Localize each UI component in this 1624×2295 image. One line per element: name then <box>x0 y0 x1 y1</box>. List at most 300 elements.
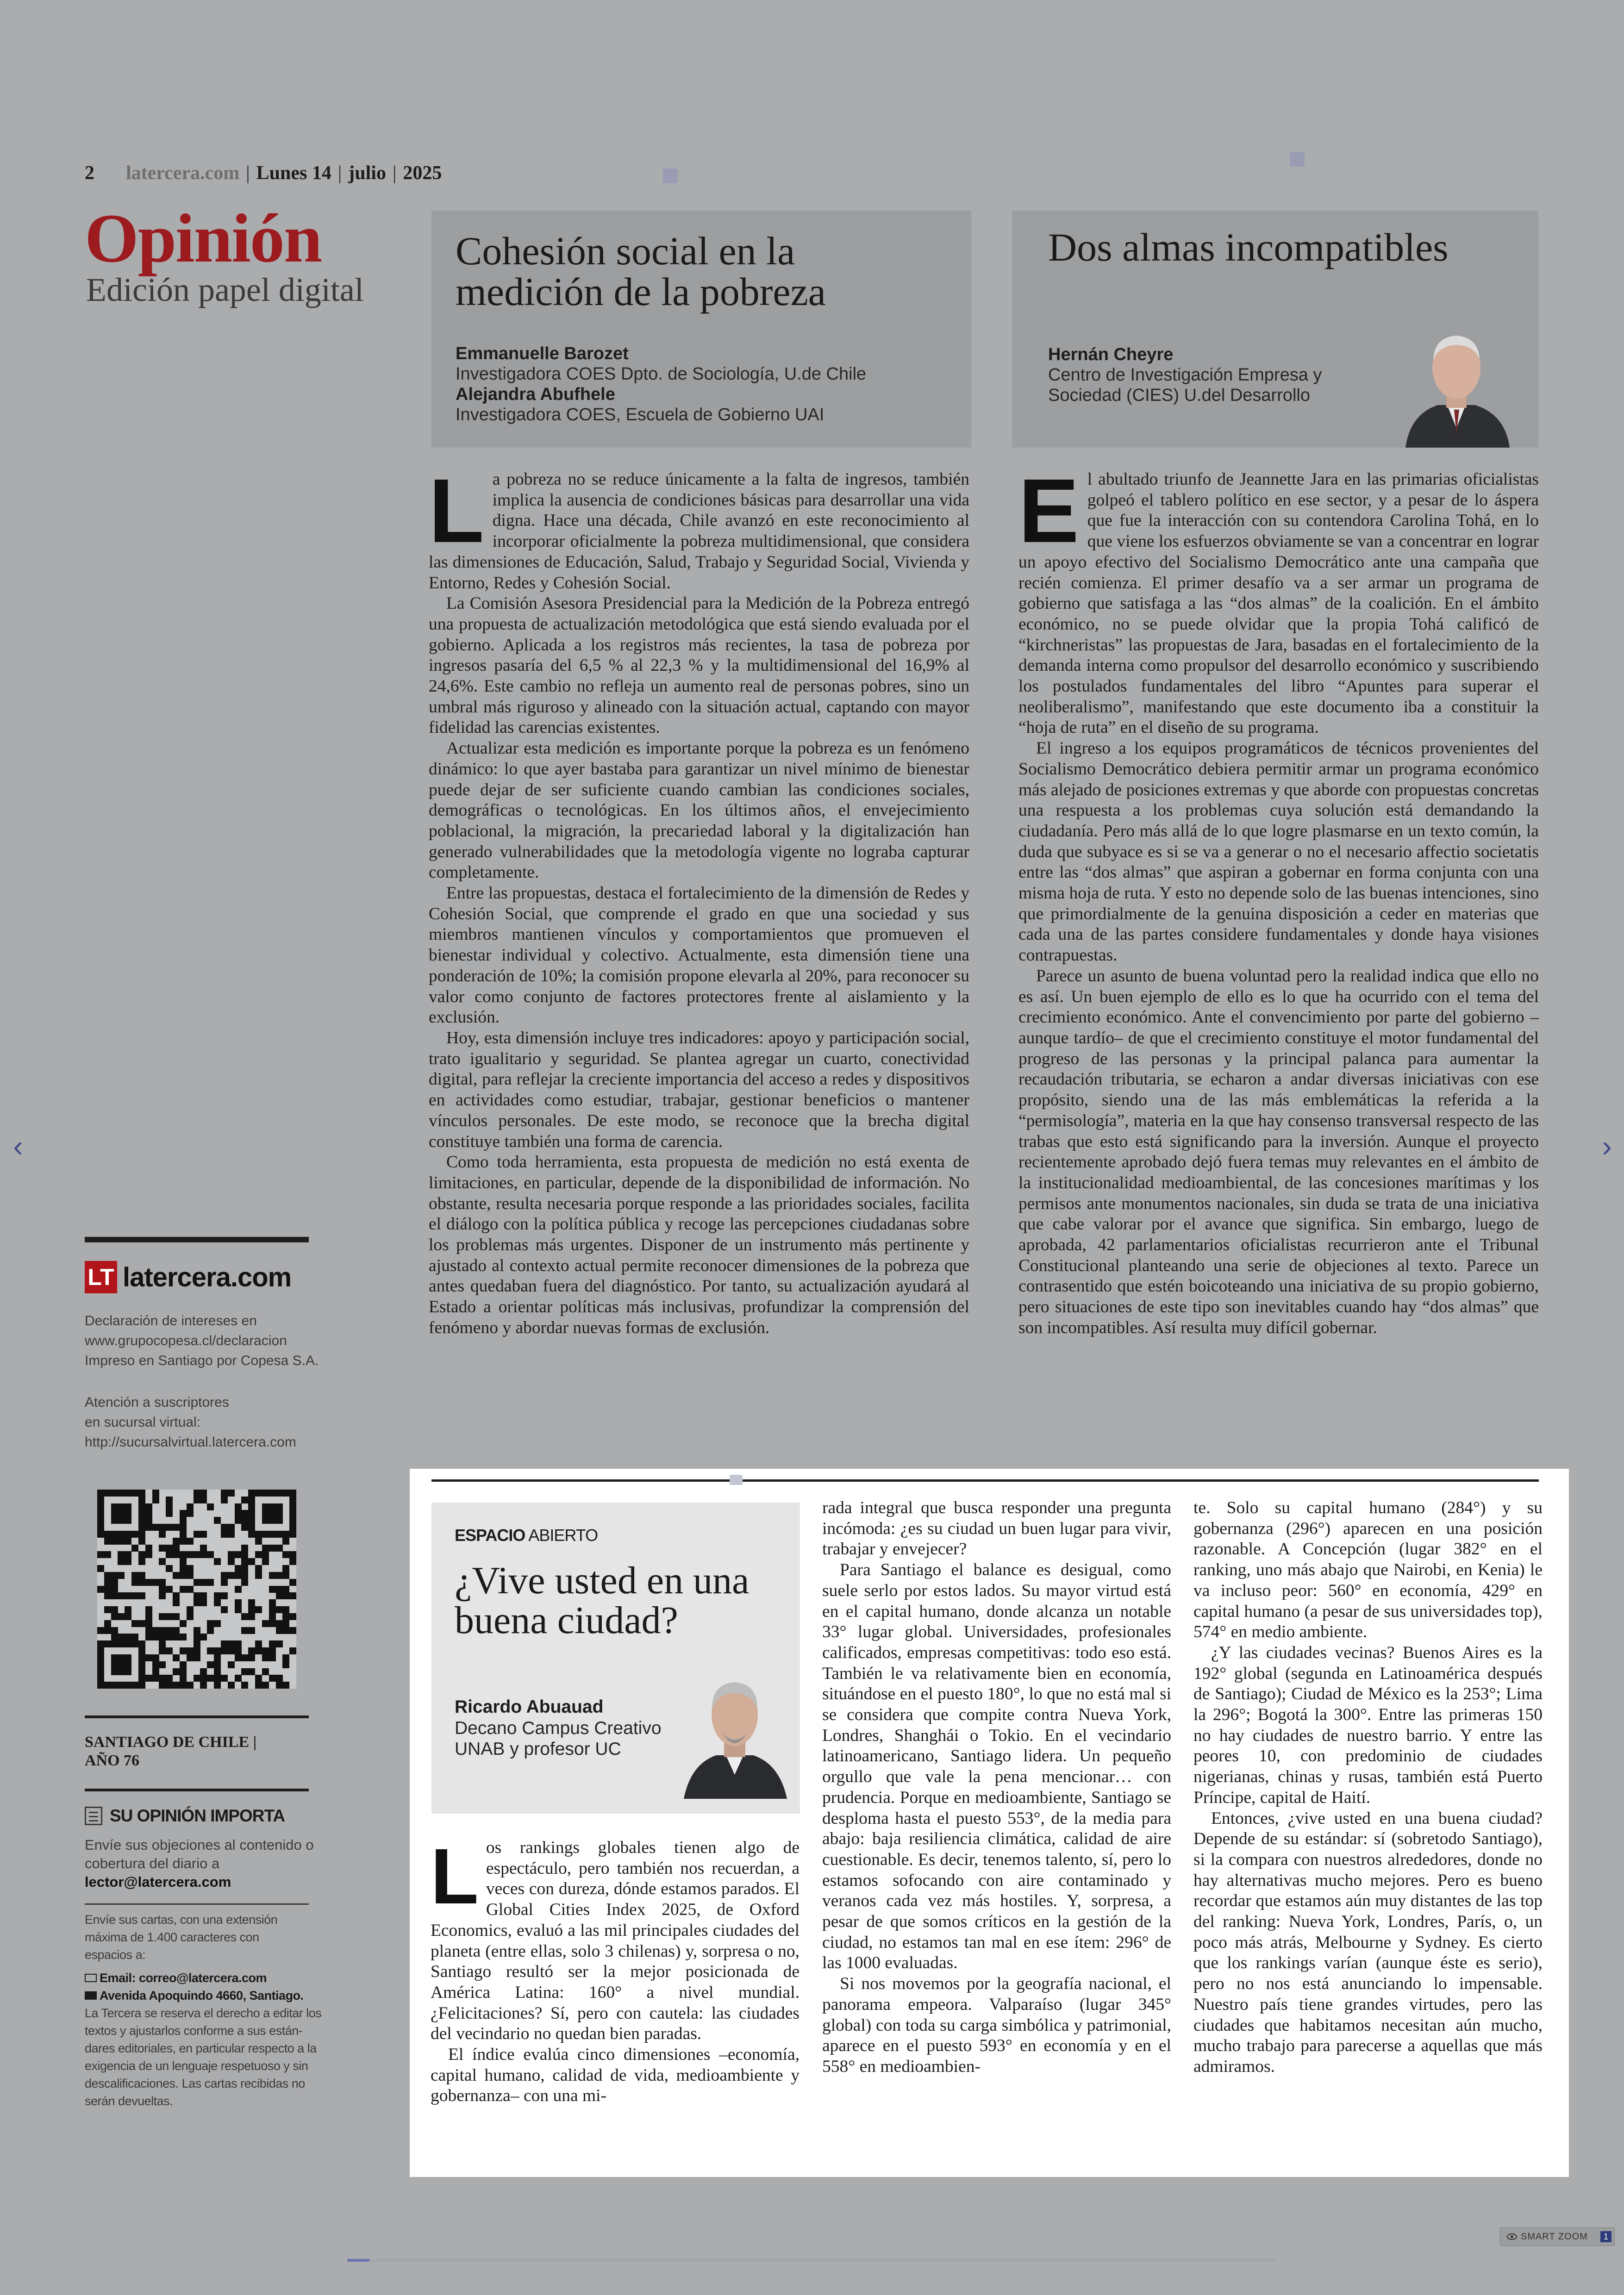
qr-module <box>145 1634 152 1640</box>
qr-module <box>138 1524 145 1531</box>
qr-module <box>166 1682 173 1689</box>
qr-module <box>104 1620 111 1627</box>
qr-module <box>262 1510 269 1517</box>
qr-module <box>235 1586 242 1593</box>
qr-module <box>248 1613 255 1620</box>
qr-module <box>241 1668 248 1675</box>
qr-module <box>97 1531 104 1538</box>
qr-module <box>125 1640 131 1647</box>
qr-module <box>97 1551 104 1558</box>
qr-module <box>131 1572 138 1579</box>
header-day: Lunes 14 <box>256 162 331 184</box>
qr-module <box>145 1517 152 1524</box>
qr-module <box>138 1572 145 1579</box>
qr-module <box>221 1640 228 1647</box>
qr-module <box>221 1592 228 1599</box>
qr-module <box>118 1538 125 1545</box>
qr-module <box>207 1551 214 1558</box>
qr-module <box>194 1647 200 1654</box>
qr-module <box>214 1661 221 1668</box>
qr-module <box>125 1490 131 1497</box>
qr-module <box>187 1551 194 1558</box>
qr-module <box>276 1675 283 1682</box>
qr-module <box>241 1572 248 1579</box>
qr-module <box>262 1620 269 1627</box>
qr-module <box>166 1510 173 1517</box>
qr-module <box>152 1490 159 1497</box>
qr-module <box>194 1531 200 1538</box>
qr-module <box>111 1517 118 1524</box>
divider <box>85 1903 309 1905</box>
qr-module <box>118 1551 125 1558</box>
qr-module <box>97 1682 104 1689</box>
qr-module <box>159 1627 166 1634</box>
article1-author2-role: Investigadora COES, Escuela de Gobierno UAI <box>456 405 824 424</box>
qr-module <box>276 1531 283 1538</box>
qr-module <box>269 1606 276 1613</box>
qr-module <box>104 1592 111 1599</box>
qr-module <box>255 1551 262 1558</box>
qr-module <box>200 1497 207 1503</box>
section-title: Opinión <box>85 200 322 277</box>
article3-header <box>431 1503 800 1814</box>
qr-module <box>111 1668 118 1675</box>
qr-module <box>145 1627 152 1634</box>
qr-module <box>138 1640 145 1647</box>
header-site: latercera.com <box>126 162 240 184</box>
qr-module <box>200 1579 207 1586</box>
qr-module <box>289 1524 296 1531</box>
qr-module <box>138 1490 145 1497</box>
qr-module <box>152 1579 159 1586</box>
qr-module <box>241 1654 248 1661</box>
qr-module <box>173 1545 180 1552</box>
qr-module <box>228 1640 235 1647</box>
article3-col3 <box>1193 1498 1543 2077</box>
qr-module <box>276 1606 283 1613</box>
qr-module <box>180 1538 187 1545</box>
qr-module <box>262 1558 269 1565</box>
paragraph: El índice evalúa cinco dimensiones –economía, capital humano, calidad de vida, medioambiente y gobernanza– con una mi- <box>431 2045 800 2106</box>
qr-module <box>241 1517 248 1524</box>
qr-module <box>180 1565 187 1572</box>
qr-module <box>180 1620 187 1627</box>
qr-module <box>289 1551 296 1558</box>
qr-module <box>276 1586 283 1593</box>
letters-email[interactable]: Email: correo@latercera.com <box>100 1971 267 1985</box>
qr-module <box>166 1627 173 1634</box>
qr-module <box>131 1634 138 1640</box>
qr-module <box>194 1551 200 1558</box>
qr-module <box>276 1517 283 1524</box>
qr-module <box>125 1682 131 1689</box>
qr-module <box>200 1675 207 1682</box>
qr-module <box>194 1640 200 1647</box>
qr-module <box>104 1531 111 1538</box>
qr-module <box>276 1490 283 1497</box>
qr-module <box>159 1524 166 1531</box>
qr-module <box>200 1668 207 1675</box>
qr-module <box>289 1503 296 1510</box>
qr-module <box>248 1517 255 1524</box>
qr-module <box>214 1647 221 1654</box>
qr-module <box>187 1647 194 1654</box>
qr-module <box>131 1592 138 1599</box>
qr-module <box>138 1661 145 1668</box>
qr-module <box>145 1503 152 1510</box>
paragraph: Si nos movemos por la geografía nacional, el panorama empeora. Valparaíso (lugar 345° global) con toda su carga simbólica y patrimonial, aparece en el puesto 593° en economía y en el 558° en medioambien- <box>822 1974 1171 2076</box>
article1-body: La pobreza no se reduce únicamente a la falta de ingresos, también implica la ausencia de condiciones básicas para desarrollar una vida digna. Hace una década, Chile avanzó en este reconocimiento al incorporar oficialmente la pobreza multidimensional, que considera las dimensiones de Educación, Salud, Trabajo y Seguridad Social, Vivienda y Entorno, Redes y Cohesión Social. La Comisión Asesora Presidencial para la Medición de la Pobreza entregó una propuesta de actualización metodológica que está siendo evaluada por el gobierno. Aplicada a los registros más recientes, la tasa de pobreza por ingresos pasaría del 6,5 % al 22,3 % y la multidimensional del 16,9% al 24,6%. Este cambio no refleja un aumento real de personas pobres, sino un umbral más riguroso y alineado con la situación actual, captando con mayor fidelidad las carencias existentes. Actualizar esta medición es importante porque la pobreza es un fenómeno dinámico: lo que ayer bastaba para garantizar un nivel mínimo de bienestar puede dejar de ser suficiente cuando cambian las condiciones sociales, demográficas o tecnológicas. En los últimos años, el envejecimiento poblacional, la migración, la precariedad laboral y la digitalización han generado vulnerabilidades que la metodología vigente no lograba capturar completamente. Entre las propuestas, destaca el fortalecimiento de la dimensión de Redes y Cohesión Social, que comprende el grado en que una sociedad y sus miembros mantienen vínculos y comportamientos que promueven el bienestar individual y colectivo. Actualmente, esta dimensión tiene una ponderación de 10%; la comisión propone elevarla al 20%, para reconocer su valor como conjunto de factores protectores frente al aislamiento y la exclusión. Hoy, esta dimensión incluye tres indicadores: apoyo y participación social, trato igualitario y seguridad. Se plantea agregar un cuarto, conectividad digital, para reflejar la creciente importancia del acceso a redes y dispositivos en actividades como estudiar, trabajar, gestionar beneficios o mantener vínculos personales. De este modo, se reconoce que la brecha digital constituye también una forma de carencia. Como toda herramienta, esta propuesta de medición no está exenta de limitaciones, en particular, depende de la disponibilidad de información. No obstante, resulta necesaria porque responde a las prioridades sociales, facilita el diálogo con la política pública y recoge las percepciones ciudadanas sobre los problemas más urgentes. Disponer de un instrumento más pertinente y ajustado al contexto actual permite reconocer dimensiones de la pobreza que antes quedaban fuera del diagnóstico. Por tanto, su actualización ayudará al Estado a orientar políticas más inclusivas, profundizar la comprensión del fenómeno y abordar nuevas formas de exclusión. <box>429 469 969 1339</box>
qr-module <box>282 1565 289 1572</box>
qr-module <box>255 1606 262 1613</box>
qr-module <box>269 1620 276 1627</box>
qr-module <box>97 1654 104 1661</box>
qr-module <box>180 1586 187 1593</box>
qr-module <box>241 1524 248 1531</box>
subscribers-block: Atención a suscriptores en sucursal virtual: http://sucursalvirtual.latercera.com <box>85 1395 296 1450</box>
paragraph: Actualizar esta medición es importante porque la pobreza es un fenómeno dinámico: lo que ayer bastaba para garantizar un nivel mínimo de bienestar puede dejar de ser suficiente cuando cambian las condiciones sociales, demográficas o tecnológicas. En los últimos años, el envejecimiento poblacional, la migración, la precariedad laboral y la digitalización han generado vulnerabilidades que la metodología vigente no lograba capturar completamente. <box>429 739 969 882</box>
qr-module <box>200 1531 207 1538</box>
qr-module <box>173 1668 180 1675</box>
qr-module <box>118 1668 125 1675</box>
qr-module <box>214 1654 221 1661</box>
qr-module <box>145 1675 152 1682</box>
letters-address: Avenida Apoquindo 4660, Santiago. <box>100 1989 304 2002</box>
qr-module <box>200 1490 207 1497</box>
qr-module <box>97 1627 104 1634</box>
qr-module <box>255 1682 262 1689</box>
qr-module <box>180 1661 187 1668</box>
article3-author-role: Decano Campus Creativo UNAB y profesor UC <box>455 1718 662 1759</box>
lt-logo-icon: LT <box>85 1261 117 1293</box>
qr-module <box>248 1654 255 1661</box>
article3-title: ¿Vive usted en una buena ciudad? <box>455 1559 750 1642</box>
qr-module <box>282 1613 289 1620</box>
qr-module <box>104 1572 111 1579</box>
qr-module <box>111 1634 118 1640</box>
city-block: SANTIAGO DE CHILE | AÑO 76 <box>85 1734 257 1769</box>
qr-module <box>138 1647 145 1654</box>
qr-module <box>159 1592 166 1599</box>
qr-module <box>207 1503 214 1510</box>
qr-module <box>180 1682 187 1689</box>
qr-module <box>166 1565 173 1572</box>
qr-module <box>248 1497 255 1503</box>
article2-body: El abultado triunfo de Jeannette Jara en las primarias oficialistas golpeó el tablero político en ese sector, y a pesar de lo áspera que fue la interacción con su contendora Carolina Tohá, en lo que viene los esfuerzos obviamente se van a concentrar en lograr un apoyo efectivo del Socialismo Democrático ante una campaña que recién comienza. El primer desafío va a ser armar un programa de gobierno que satisfaga a las “dos almas” de la coalición. En el ámbito económico, no se puede olvidar que la propia Tohá calificó de “kirchneristas” las propuestas de Jara, basadas en el fortalecimiento de la demanda interna como propulsor del desarrollo económico y suscribiendo los postulados fundamentales del libro “Apuntes para superar el neoliberalismo”, manifestando que este documento iba a constituir la “hoja de ruta” en el diseño de su programa. El ingreso a los equipos programáticos de técnicos provenientes del Socialismo Democrático debiera permitir armar un programa económico más alejado de posiciones extremas y que aborde con propuestas concretas una respuesta a los problemas cuya solución está demandando la ciudadanía. Pero más allá de lo que logre plasmarse en un texto común, la duda que subyace es si se va a generar o no el necesario affectio societatis entre las “dos almas” que aspiran a gobernar en forma conjunta con una misma hoja de ruta. Y esto no depende solo de las buenas intenciones, sino que primordialmente de la genuina disposición a ceder en materias que cada una de las partes considere fundamentales y donde haya visiones contrapuestas. Parece un asunto de buena voluntad pero la realidad indica que ello no es así. Un buen ejemplo de ello es lo que ha ocurrido con el tema del crecimiento económico. Ante el convencimiento por parte del gobierno –aunque tardío– de que el crecimiento constituye el motor fundamental del progreso de las personas y la principal palanca para aumentar la recaudación tributaria, se echaron a andar diversas iniciativas con ese propósito, siendo una de las más emblemáticas la referida a la “permisología”, materia en la que hay consenso transversal respecto de las trabas que esto está significando para la inversión. Aunque el proyecto recientemente aprobado dejó fuera temas muy relevantes en el ámbito de la institucionalidad medioambiental, de las concesiones marítimas y los permisos ante monumentos nacionales, sin duda se trata de una iniciativa que cabe valorar por el avance que significa. Sin embargo, luego de aprobada, 42 parlamentarios oficialistas recurrieron ante el Tribunal Constitucional planteando una serie de objeciones al texto. Parece un contrasentido que estén boicoteando una iniciativa de su propio gobierno, pero situaciones de este tipo son inevitables cuando hay “dos almas” que son incompatibles. Así resulta muy difícil gobernar. <box>1018 469 1539 1339</box>
qr-module <box>125 1661 131 1668</box>
qr-module <box>207 1620 214 1627</box>
qr-module <box>145 1613 152 1620</box>
qr-module <box>207 1627 214 1634</box>
qr-module <box>180 1558 187 1565</box>
annotation-marker[interactable] <box>663 168 678 183</box>
qr-module <box>248 1668 255 1675</box>
qr-module <box>221 1606 228 1613</box>
qr-module <box>180 1675 187 1682</box>
qr-module <box>166 1613 173 1620</box>
qr-module <box>194 1627 200 1634</box>
paragraph: te. Solo su capital humano (284°) y su gobernanza (296°) aparecen en una posición razonable. A Concepción (lugar 382° en el ranking, uno más abajo que Nairobi, en Kenia) le va incluso peor: 560° en economía, 429° en capital humano (a pesar de sus universidades top), 574° en medio ambiente. <box>1193 1498 1543 1642</box>
qr-module <box>248 1627 255 1634</box>
qr-module <box>255 1565 262 1572</box>
qr-module <box>125 1668 131 1675</box>
qr-module <box>207 1579 214 1586</box>
qr-module <box>180 1531 187 1538</box>
qr-module <box>145 1620 152 1627</box>
paragraph: rada integral que busca responder una pregunta incómoda: ¿es su ciudad un buen lugar para vivir, trabajar y envejecer? <box>822 1498 1171 1559</box>
article1-author2-name: Alejandra Abufhele <box>456 385 615 404</box>
qr-module <box>173 1634 180 1640</box>
qr-module <box>118 1503 125 1510</box>
qr-module <box>131 1682 138 1689</box>
qr-module <box>125 1551 131 1558</box>
qr-module <box>194 1599 200 1606</box>
qr-module <box>187 1572 194 1579</box>
qr-module <box>166 1524 173 1531</box>
qr-module <box>118 1531 125 1538</box>
qr-module <box>282 1682 289 1689</box>
qr-module <box>200 1551 207 1558</box>
qr-module <box>97 1586 104 1593</box>
article3-author-name: Ricardo Abuauad <box>455 1697 604 1717</box>
qr-module <box>241 1510 248 1517</box>
document-icon <box>85 1807 102 1825</box>
qr-module <box>200 1599 207 1606</box>
qr-module <box>138 1620 145 1627</box>
prev-page-button[interactable] <box>6 1128 30 1165</box>
annotation-marker[interactable] <box>1290 152 1305 167</box>
logo-text: latercera.com <box>123 1262 292 1292</box>
smart-zoom-button[interactable]: SMART ZOOM 1 <box>1500 2227 1615 2246</box>
qr-module <box>282 1490 289 1497</box>
paragraph: Para Santiago el balance es desigual, como suele serlo por estos lados. Su mayor virtud está en el capital humano, donde alcanza un notable 33° lugar global. Universidades, profesionales calificados, empresas competitivas: todo eso está. También le va relativamente bien en economía, situándose en el puesto 180°, lo que no está mal si se considera que compite contra Nueva York, Londres, Shanghái o Tokio. En el vecindario latinoamericano, Santiago lidera. Un pequeño orgullo que vale la pena mencionar… con prudencia. Porque en medioambiente, Santiago se desploma hasta el puesto 553°, de la media para abajo: baja resiliencia climática, calidad de aire cuestionable. Es decir, tenemos talento, sí, pero lo estamos sofocando con aire contaminado y veranos cada vez más hostiles. Y, sorpresa, a pesar de que somos críticos en la gestión de la ciudad, no estamos tan mal en ese ítem: 296° de las 1000 evaluadas. <box>822 1560 1171 1973</box>
qr-module <box>125 1634 131 1640</box>
opinion-heading: SU OPINIÓN IMPORTA <box>85 1806 285 1826</box>
qr-module <box>138 1668 145 1675</box>
qr-module <box>241 1627 248 1634</box>
qr-module <box>118 1572 125 1579</box>
qr-module <box>235 1640 242 1647</box>
qr-module <box>173 1613 180 1620</box>
qr-module <box>269 1503 276 1510</box>
scrollbar-thumb[interactable] <box>347 2259 369 2262</box>
qr-module <box>152 1654 159 1661</box>
qr-module <box>269 1675 276 1682</box>
header-month: julio <box>348 162 386 184</box>
qr-module <box>194 1675 200 1682</box>
qr-module <box>214 1517 221 1524</box>
article3-col2 <box>822 1498 1171 2077</box>
qr-module <box>180 1551 187 1558</box>
page-number: 2 <box>85 162 94 184</box>
article2-author-role: Centro de Investigación Empresa y Sociedad (CIES) U.del Desarrollo <box>1048 365 1322 405</box>
qr-module <box>269 1613 276 1620</box>
qr-module <box>269 1599 276 1606</box>
qr-module <box>276 1510 283 1517</box>
qr-module <box>194 1490 200 1497</box>
page-scrollbar[interactable] <box>347 2259 1278 2262</box>
qr-module <box>248 1558 255 1565</box>
qr-module <box>159 1613 166 1620</box>
qr-module <box>289 1531 296 1538</box>
qr-module <box>289 1497 296 1503</box>
qr-module <box>138 1675 145 1682</box>
qr-module <box>145 1606 152 1613</box>
section-subtitle: Edición papel digital <box>86 271 364 308</box>
qr-module <box>241 1558 248 1565</box>
qr-module <box>97 1497 104 1503</box>
qr-module <box>159 1682 166 1689</box>
qr-module <box>276 1627 283 1634</box>
qr-module <box>125 1558 131 1565</box>
qr-module <box>111 1682 118 1689</box>
qr-module <box>194 1579 200 1586</box>
qr-module <box>138 1592 145 1599</box>
qr-module <box>111 1606 118 1613</box>
qr-module <box>159 1545 166 1552</box>
qr-module <box>138 1503 145 1510</box>
qr-module <box>235 1647 242 1654</box>
qr-module <box>111 1654 118 1661</box>
qr-module <box>282 1586 289 1593</box>
qr-module <box>282 1620 289 1627</box>
qr-module <box>214 1620 221 1627</box>
qr-module <box>214 1592 221 1599</box>
qr-module <box>269 1586 276 1593</box>
qr-module <box>187 1538 194 1545</box>
qr-module <box>276 1545 283 1552</box>
qr-module <box>248 1531 255 1538</box>
paragraph: El ingreso a los equipos programáticos de técnicos provenientes del Socialismo Democrático debiera permitir armar un programa económico más alejado de posiciones extremas y que aborde con propuestas concretas una respuesta a los problemas cuya solución está demandando la ciudadanía. Pero más allá de lo que logre plasmarse en un texto común, la duda que subyace es si se va a generar o no el necesario affectio societatis entre las “dos almas” que aspiran a gobernar en forma conjunta con una misma hoja de ruta. Y esto no depende solo de las buenas intenciones, sino que primordialmente de la genuina disposición a ceder en materias que cada una de las partes considere fundamentales y donde haya visiones contrapuestas. <box>1018 739 1539 965</box>
opinion-email-link[interactable]: lector@latercera.com <box>85 1874 231 1890</box>
qr-module <box>282 1551 289 1558</box>
qr-module <box>228 1531 235 1538</box>
qr-module <box>104 1538 111 1545</box>
declaration-block: Declaración de intereses en www.grupocopesa.cl/declaracion Impreso en Santiago por Copesa S.A. <box>85 1313 319 1368</box>
qr-module <box>289 1592 296 1599</box>
drop-cap: E <box>1018 460 1079 561</box>
qr-module <box>173 1524 180 1531</box>
qr-module <box>97 1503 104 1510</box>
qr-module <box>131 1640 138 1647</box>
qr-module <box>166 1647 173 1654</box>
qr-module <box>152 1524 159 1531</box>
qr-module <box>104 1586 111 1593</box>
qr-module <box>111 1572 118 1579</box>
mailbox-icon <box>85 1991 97 2000</box>
qr-module <box>97 1640 104 1647</box>
article3-col1: Los rankings globales tienen algo de espectáculo, pero también nos recuerdan, a veces con dureza, dónde estamos parados. El Global Cities Index 2025, de Oxford Economics, evaluó a las mil principales ciudades del planeta (entre ellas, solo 3 chilenas) y, sorpresa o no, Santiago resultó ser la mejor posicionada de América Latina: 160° a nivel mundial. ¿Felicitaciones? Sí, pero con cautela: las ciudades del vecindario no quedan bien paradas. El índice evalúa cinco dimensiones –economía, capital humano, calidad de vida, medioambiente y gobernanza– con una mi- <box>431 1838 800 2107</box>
qr-module <box>269 1510 276 1517</box>
qr-module <box>159 1634 166 1640</box>
next-page-button[interactable] <box>1595 1128 1618 1165</box>
qr-module <box>248 1490 255 1497</box>
qr-module <box>235 1551 242 1558</box>
qr-module <box>180 1510 187 1517</box>
qr-module <box>262 1545 269 1552</box>
qr-module <box>276 1682 283 1689</box>
qr-module <box>241 1579 248 1586</box>
qr-module <box>228 1572 235 1579</box>
qr-module <box>187 1613 194 1620</box>
qr-module <box>235 1654 242 1661</box>
qr-module <box>282 1592 289 1599</box>
qr-module <box>214 1668 221 1675</box>
qr-module <box>187 1586 194 1593</box>
qr-module <box>118 1634 125 1640</box>
paragraph: Entonces, ¿vive usted en una buena ciudad? Depende de su estándar: sí (sobretodo Santiago), si la compara con nuestros alrededores, donde no hay alternativas mucho mejores. Pero es bueno recordar que estamos aún muy distantes de las top del ranking: Nueva York, Londres, París, o, un poco más atrás, Melbourne y Sydney. Es cierto que los rankings varían (aunque éste es serio), pero no nos está anunciando lo impensable. Nuestro país tiene grandes virtudes, pero las ciudades que habitamos necesitan aún mucho, mucho trabajo para parecerse a aquellas que más admiramos. <box>1193 1809 1543 2076</box>
qr-module <box>125 1503 131 1510</box>
qr-module <box>145 1545 152 1552</box>
qr-module <box>228 1647 235 1654</box>
qr-module <box>235 1517 242 1524</box>
qr-module <box>131 1620 138 1627</box>
qr-module <box>187 1503 194 1510</box>
qr-module <box>235 1599 242 1606</box>
qr-module <box>173 1682 180 1689</box>
qr-module <box>138 1654 145 1661</box>
qr-module <box>166 1675 173 1682</box>
qr-module <box>118 1661 125 1668</box>
latercera-logo[interactable] <box>85 1261 291 1293</box>
qr-module <box>269 1572 276 1579</box>
qr-module <box>118 1490 125 1497</box>
qr-module <box>221 1647 228 1654</box>
qr-module <box>180 1668 187 1675</box>
article2-title: Dos almas incompatibles <box>1048 225 1449 269</box>
qr-module <box>289 1510 296 1517</box>
qr-module <box>159 1640 166 1647</box>
qr-module <box>289 1627 296 1634</box>
qr-module <box>255 1490 262 1497</box>
qr-module <box>111 1592 118 1599</box>
letters-block: Envíe sus cartas, con una extensión máxima de 1.400 caracteres con espacios a: Email: correo@latercera.com Avenida Apoquindo 4660, Santiago. La Tercera se reserva el derecho a editar los textos y ajustarlos conforme a sus están- dares editoriales, en particular respecto a la exigencia de un lenguaje respetuoso y sin descalificaciones. Las cartas recibidas no serán devueltas. <box>85 1913 322 2108</box>
qr-module <box>187 1606 194 1613</box>
qr-module <box>111 1586 118 1593</box>
qr-module <box>97 1647 104 1654</box>
qr-module <box>125 1613 131 1620</box>
qr-module <box>248 1599 255 1606</box>
qr-module <box>173 1592 180 1599</box>
qr-module <box>235 1675 242 1682</box>
qr-module <box>97 1668 104 1675</box>
qr-module <box>118 1517 125 1524</box>
qr-module <box>262 1682 269 1689</box>
qr-module <box>111 1661 118 1668</box>
qr-module <box>187 1654 194 1661</box>
qr-module <box>104 1640 111 1647</box>
qr-module <box>255 1538 262 1545</box>
paragraph: Parece un asunto de buena voluntad pero la realidad indica que ello no es así. Un buen ejemplo de ello es lo que ha ocurrido con el tema del crecimiento económico. Ante el convencimiento por parte del gobierno –aunque tardío– de que el crecimiento constituye el motor fundamental del progreso de las personas y la principal palanca para aumentar la recaudación tributaria, se echaron a andar diversas iniciativas con ese propósito, siendo una de las más emblemáticas la referida a la “permisología”, materia en la que hay consenso transversal respecto de las trabas que esto está significando para la inversión. Aunque el proyecto recientemente aprobado dejó fuera temas muy relevantes en el ámbito de la institucionalidad medioambiental, de las concesiones marítimas y los permisos ante monumentos nacionales, sin duda se trata de una iniciativa que cabe valorar por el avance que significa. Sin embargo, luego de aprobada, 42 parlamentarios oficialistas recurrieron ante el Tribunal Constitucional planteando una serie de objeciones al texto. Parece un contrasentido que estén boicoteando una iniciativa de su propio gobierno, pero situaciones de este tipo son inevitables cuando hay “dos almas” que son incompatibles. Así resulta muy difícil gobernar. <box>1018 966 1539 1337</box>
qr-module <box>118 1654 125 1661</box>
annotation-marker[interactable] <box>730 1475 743 1485</box>
email-icon <box>85 1974 97 1982</box>
qr-code[interactable] <box>97 1490 296 1689</box>
opinion-text: Envíe sus objeciones al contenido o cobertura del diario a lector@latercera.com <box>85 1836 325 1891</box>
qr-module <box>221 1579 228 1586</box>
qr-module <box>173 1551 180 1558</box>
qr-module <box>111 1538 118 1545</box>
divider <box>85 1237 309 1242</box>
paragraph: Hoy, esta dimensión incluye tres indicadores: apoyo y participación social, trato igualitario y seguridad. Se plantea agregar un cuarto, conectividad digital, para reflejar la creciente importancia del acceso a redes y dispositivos en actividades como estudiar, trabajar, gestionar beneficios o mantener vínculos personales. De este modo, se reconoce que la brecha digital constituye también una forma de carencia. <box>429 1028 969 1151</box>
qr-module <box>104 1551 111 1558</box>
qr-module <box>125 1510 131 1517</box>
qr-module <box>118 1510 125 1517</box>
qr-module <box>111 1579 118 1586</box>
qr-module <box>145 1654 152 1661</box>
qr-module <box>173 1572 180 1579</box>
qr-module <box>104 1682 111 1689</box>
